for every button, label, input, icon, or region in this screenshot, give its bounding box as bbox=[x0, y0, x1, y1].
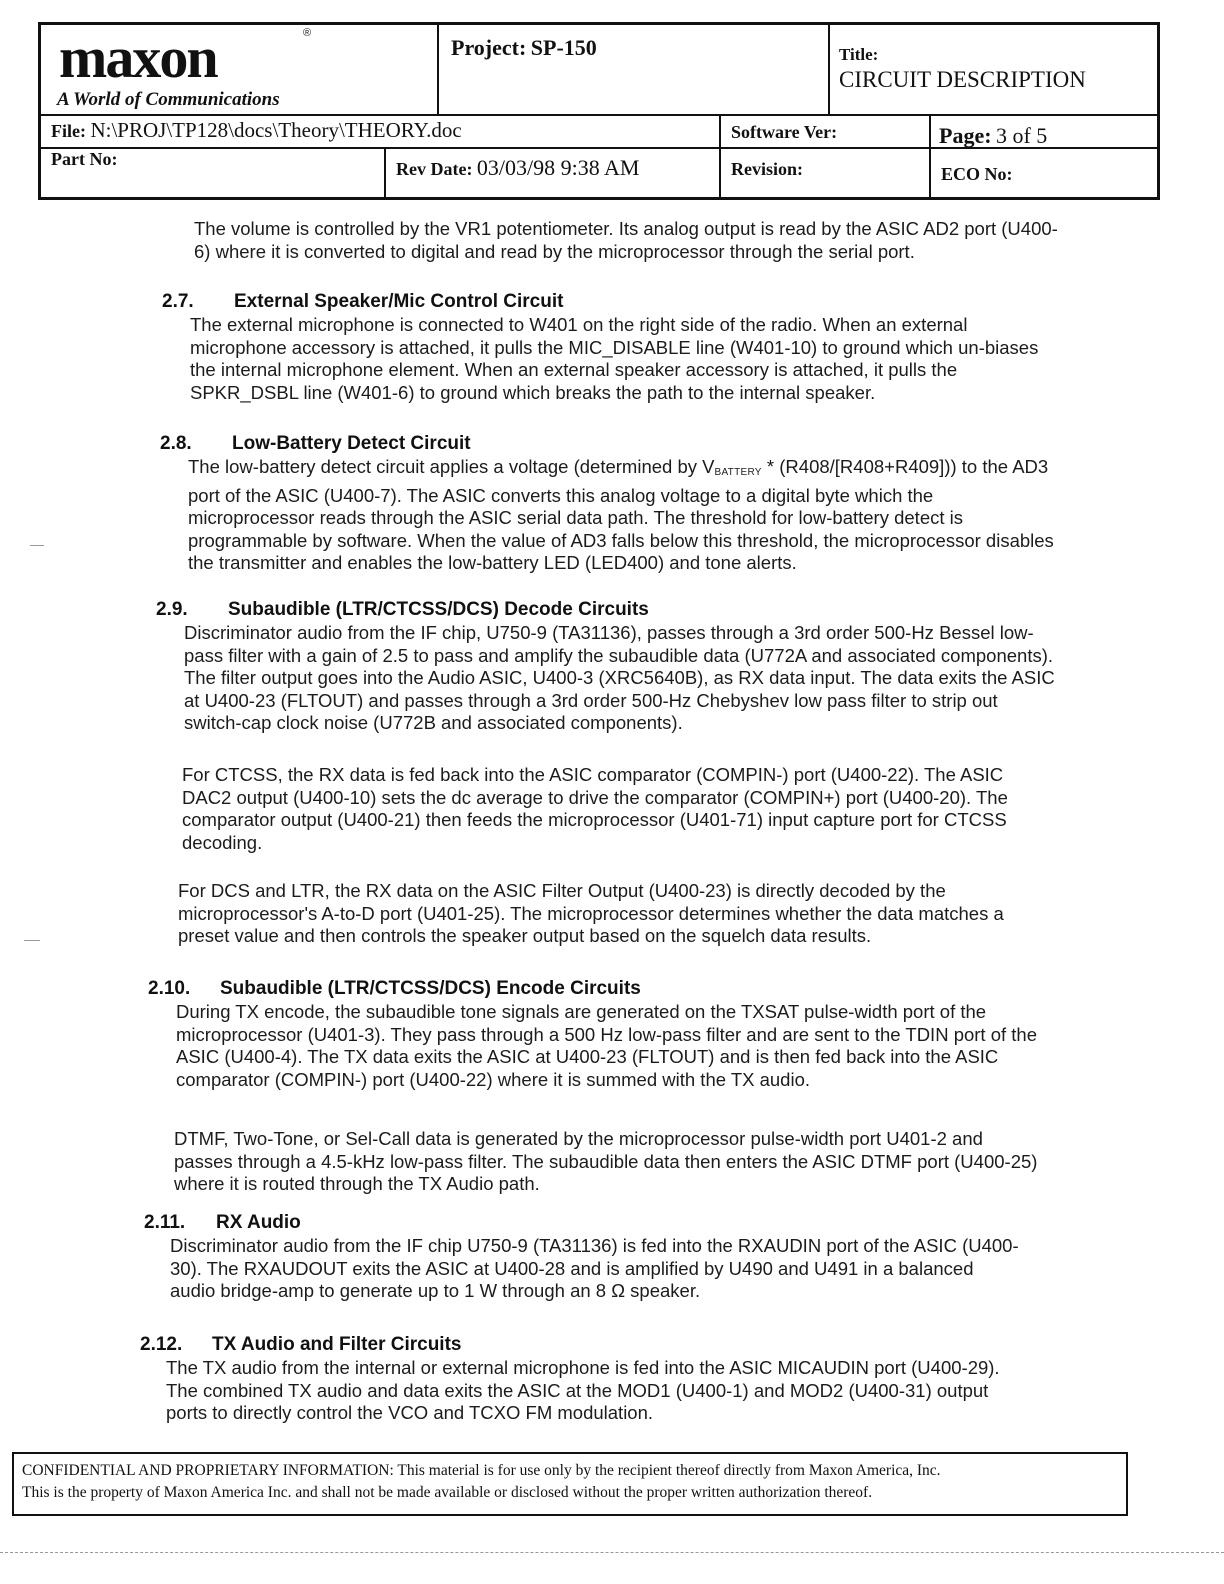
notice-line-2: This is the property of Maxon America Inc. and shall not be made available or disclosed without the proper written authorization thereof. bbox=[22, 1484, 873, 1501]
section-heading bbox=[162, 291, 563, 313]
part-label: Part No: bbox=[51, 149, 118, 169]
intro-paragraph: The volume is controlled by the VR1 potentiometer. Its analog output is read by the ASIC AD2 port (U400-6) where it is converted to digital and read by the microprocessor through the serial port. bbox=[194, 218, 1058, 262]
revdate-label: Rev Date: bbox=[396, 159, 473, 179]
revision-label: Revision: bbox=[731, 159, 803, 179]
logo-block bbox=[41, 25, 437, 114]
section-paragraph: Discriminator audio from the IF chip U750-9 (TA31136) is fed into the RXAUDIN port of the ASIC (U400-30). The RXAUDOUT exits the ASIC at U400-28 and is amplified by U490 and U491 in a balanced audio bridge-amp to generate up to 1 W through an 8 Ω speaker. bbox=[170, 1235, 1019, 1301]
scan-mark bbox=[30, 545, 44, 546]
page-label: Page: bbox=[939, 123, 992, 148]
registered-mark: ® bbox=[303, 27, 312, 39]
project-label: Project: bbox=[451, 35, 527, 60]
section-number: 2.10. bbox=[148, 978, 191, 999]
section-title: Low-Battery Detect Circuit bbox=[232, 433, 471, 454]
section-heading bbox=[140, 1334, 461, 1356]
section-paragraph: DTMF, Two-Tone, or Sel-Call data is generated by the microprocessor pulse-width port U401-2 and passes through a 4.5-kHz low-pass filter. The subaudible data then enters the ASIC DTMF port (U400-25) where it is routed through the TX Audio path. bbox=[174, 1128, 1038, 1194]
project-cell bbox=[451, 35, 597, 61]
section-title: TX Audio and Filter Circuits bbox=[212, 1334, 462, 1355]
software-cell bbox=[731, 122, 837, 143]
file-path: N:\PROJ\TP128\docs\Theory\THEORY.doc bbox=[90, 118, 462, 142]
section-paragraph: The low-battery detect circuit applies a voltage (determined by $V_{BATTERY} * (R408/[R408+R409])$) to the AD3 port of the ASIC (U400-7). The ASIC converts this analog voltage to a digital byte which the microprocessor reads through the ASIC serial data path. The threshold for low-battery detect is programmable by software. When the value of AD3 falls below this threshold, the microprocessor disables the transmitter and enables the low-battery LED (LED400) and tone alerts. bbox=[188, 456, 1054, 573]
document-header bbox=[38, 22, 1160, 200]
section-paragraph: For DCS and LTR, the RX data on the ASIC Filter Output (U400-23) is directly decoded by the microprocessor's A-to-D port (U401-25). The microprocessor determines whether the data matches a preset value and then controls the speaker output based on the squelch data results. bbox=[178, 880, 1004, 946]
project-value: SP-150 bbox=[530, 35, 597, 60]
section-title: RX Audio bbox=[216, 1212, 301, 1233]
section-paragraph: The TX audio from the internal or external microphone is fed into the ASIC MICAUDIN port (U400-29). The combined TX audio and data exits the ASIC at the MOD1 (U400-1) and MOD2 (U400-31) output ports to directly control the VCO and TCXO FM modulation. bbox=[166, 1357, 1000, 1423]
eco-label: ECO No: bbox=[941, 164, 1013, 184]
section-title: Subaudible (LTR/CTCSS/DCS) Decode Circuits bbox=[228, 599, 649, 620]
page-bottom-rule bbox=[0, 1552, 1224, 1554]
software-label: Software Ver: bbox=[731, 122, 838, 142]
notice-line-1: CONFIDENTIAL AND PROPRIETARY INFORMATION: This material is for use only by the recipient thereof directly from Maxon America, Inc. bbox=[22, 1462, 941, 1479]
section-heading bbox=[148, 978, 641, 1000]
part-cell bbox=[51, 149, 117, 170]
title-cell bbox=[839, 45, 1086, 93]
revdate-value: 03/03/98 9:38 AM bbox=[476, 155, 640, 180]
file-label: File: bbox=[51, 121, 86, 141]
confidentiality-notice bbox=[12, 1452, 1128, 1516]
section-title: External Speaker/Mic Control Circuit bbox=[234, 291, 564, 312]
eco-cell bbox=[941, 164, 1013, 185]
page-value: 3 of 5 bbox=[995, 123, 1048, 148]
section-paragraph: Discriminator audio from the IF chip, U750-9 (TA31136), passes through a 3rd order 500-Hz Bessel low-pass filter with a gain of 2.5 to pass and amplify the subaudible data (U772A and associated components). The filter output goes into the Audio ASIC, U400-3 (XRC5640B), as RX data input. The data exits the ASIC at U400-23 (FLTOUT) and passes through a 3rd order 500-Hz Chebyshev low pass filter to strip out switch-cap clock noise (U772B and associated components). bbox=[184, 622, 1055, 733]
section-number: 2.8. bbox=[160, 433, 192, 454]
revision-cell bbox=[731, 159, 803, 180]
section-number: 2.12. bbox=[140, 1334, 183, 1355]
section-paragraph: During TX encode, the subaudible tone signals are generated on the TXSAT pulse-width port of the microprocessor (U401-3). They pass through a 500 Hz low-pass filter and are sent to the TDIN port of the ASIC (U400-4). The TX data exits the ASIC at U400-23 (FLTOUT) and is then fed back into the ASIC comparator (COMPIN-) port (U400-22) where it is summed with the TX audio. bbox=[176, 1001, 1037, 1090]
scan-mark bbox=[24, 940, 40, 941]
section-paragraph: The external microphone is connected to W401 on the right side of the radio. When an external microphone accessory is attached, it pulls the MIC_DISABLE line (W401-10) to ground which un-biases the internal microphone element. When an external speaker accessory is attached, it pulls the SPKR_DSBL line (W401-6) to ground which breaks the path to the internal speaker. bbox=[190, 314, 1039, 403]
page-cell bbox=[939, 123, 1047, 149]
section-title: Subaudible (LTR/CTCSS/DCS) Encode Circuits bbox=[220, 978, 641, 999]
revdate-cell bbox=[396, 155, 640, 181]
section-number: 2.7. bbox=[162, 291, 194, 312]
section-paragraph: For CTCSS, the RX data is fed back into the ASIC comparator (COMPIN-) port (U400-22). The ASIC DAC2 output (U400-10) sets the dc average to drive the comparator (COMPIN+) port (U400-20). The comparator output (U400-21) then feeds the microprocessor (U401-71) input capture port for CTCSS decoding. bbox=[182, 764, 1008, 853]
title-label: Title: bbox=[839, 45, 879, 64]
company-tagline: A World of Communications bbox=[57, 89, 280, 110]
section-heading bbox=[144, 1212, 301, 1234]
company-logo: maxon bbox=[59, 25, 217, 90]
section-heading bbox=[156, 599, 649, 621]
section-heading bbox=[160, 433, 471, 455]
file-cell bbox=[51, 118, 462, 143]
section-number: 2.11. bbox=[144, 1212, 186, 1233]
title-value: CIRCUIT DESCRIPTION bbox=[839, 67, 1086, 92]
battery-subscript: BATTERY bbox=[714, 467, 762, 478]
section-number: 2.9. bbox=[156, 599, 188, 620]
